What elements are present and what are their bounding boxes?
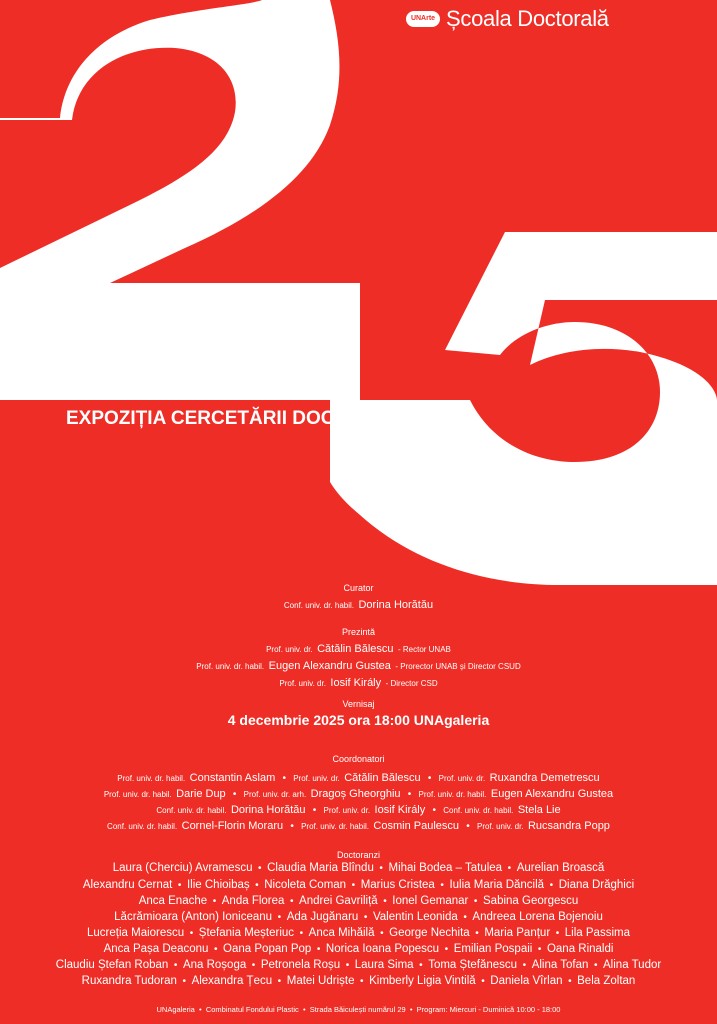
bullet-separator: • (517, 960, 532, 971)
student-name: Laura Sima (354, 959, 414, 971)
student-name: Anca Pașa Deaconu (103, 943, 209, 955)
curator-line (0, 595, 717, 613)
presenter-line (0, 673, 717, 691)
student-name: Andreea Lorena Bojenoiu (472, 911, 603, 923)
student-name: Kimberly Ligia Vintilă (369, 975, 476, 987)
bullet-separator: • (168, 960, 183, 971)
bullet-separator: • (425, 773, 435, 784)
student-name: Bela Zoltan (577, 975, 636, 987)
bullet-separator: • (246, 960, 261, 971)
student-name: Andrei Gavriliță (299, 895, 378, 907)
student-name: Oana Popan Pop (223, 943, 312, 955)
bullet-separator: • (176, 976, 192, 987)
curator-label: Curator (343, 583, 374, 593)
student-name: Daniela Vîrlan (490, 975, 563, 987)
bullet-separator: • (272, 912, 287, 923)
student-name: Matei Udriște (286, 975, 355, 987)
presenter-line (0, 656, 717, 674)
students-row (0, 959, 717, 971)
bullet-separator: • (279, 773, 289, 784)
student-name: Oana Rinaldi (546, 943, 614, 955)
student-name: Maria Panțur (484, 927, 551, 939)
bullet-separator: • (287, 821, 297, 832)
bullet-separator: • (413, 960, 429, 971)
coordinator-name: Stela Lie (517, 804, 561, 816)
bullet-separator: • (439, 944, 454, 955)
bullet-separator: • (550, 928, 565, 939)
bullet-separator: • (230, 789, 240, 800)
bullet-separator: • (346, 880, 361, 891)
presenter-title: Prof. univ. dr. habil. (196, 662, 265, 671)
student-name: Ionel Gemanar (392, 895, 469, 907)
bullet-separator: • (184, 928, 199, 939)
bullet-separator: • (588, 960, 604, 971)
bullet-separator: • (463, 821, 473, 832)
bullet-separator: • (405, 789, 415, 800)
coordinator-title: Conf. univ. dr. habil. (107, 822, 178, 831)
coordinator-title: Conf. univ. dr. habil. (443, 806, 514, 815)
coordinators-row (0, 816, 717, 834)
school-name: Școala Doctorală (446, 6, 609, 31)
student-name: Ana Roșoga (182, 959, 247, 971)
coordinator-name: Darie Dup (176, 788, 226, 800)
bullet-separator: • (300, 1005, 308, 1014)
curator-name: Dorina Horătău (358, 599, 434, 611)
bullet-separator: • (310, 805, 320, 816)
presenter-name: Eugen Alexandru Gustea (268, 660, 391, 672)
students-row (0, 895, 717, 907)
bullet-separator: • (562, 976, 578, 987)
curator-title: Conf. univ. dr. habil. (283, 601, 355, 610)
coordinator-name: Cosmin Paulescu (373, 820, 460, 832)
students-row (0, 911, 717, 923)
bullet-separator: • (544, 880, 559, 891)
student-name: Anca Enache (138, 895, 208, 907)
student-name: Aurelian Broască (516, 862, 605, 874)
students-row (0, 862, 717, 874)
coordinator-title: Prof. univ. dr. (293, 774, 340, 783)
bullet-separator: • (311, 944, 326, 955)
students-row (0, 879, 717, 891)
students-row (0, 975, 717, 987)
student-name: Diana Drăghici (558, 879, 635, 891)
student-name: Lucreția Maiorescu (87, 927, 185, 939)
bullet-separator: • (377, 896, 393, 907)
coordinator-name: Cătălin Bălescu (344, 772, 421, 784)
student-name: Anda Florea (221, 895, 285, 907)
student-name: Ilie Chioibaș (186, 879, 250, 891)
unarte-logo: UNArte (406, 11, 440, 27)
bullet-separator: • (252, 863, 268, 874)
coordinator-title: Prof. univ. dr. habil. (117, 774, 186, 783)
student-name: Ada Jugănaru (286, 911, 359, 923)
student-name: Anca Mihăilă (308, 927, 375, 939)
bullet-separator: • (207, 896, 222, 907)
students-row (0, 943, 717, 955)
presenter-title: Prof. univ. dr. (266, 645, 313, 654)
student-name: Ruxandra Tudoran (81, 975, 177, 987)
numeral-five (360, 232, 717, 585)
bullet-separator: • (469, 928, 485, 939)
bullet-separator: • (340, 960, 355, 971)
student-name: Valentin Leonida (372, 911, 458, 923)
bullet-separator: • (284, 896, 300, 907)
vernisaj-label: Vernisaj (342, 699, 375, 709)
bullet-separator: • (457, 912, 473, 923)
bullet-separator: • (407, 1005, 415, 1014)
presenter-role: - Director CSD (385, 679, 438, 688)
student-name: Iulia Maria Dăncilă (449, 879, 545, 891)
student-name: Sabina Georgescu (483, 895, 579, 907)
student-name: Marius Cristea (360, 879, 435, 891)
footer-schedule: Program: Miercuri - Duminică 10:00 - 18:00 (416, 1005, 561, 1014)
coordinator-name: Dorina Horătău (230, 804, 306, 816)
presenter-role: - Prorector UNAB și Director CSUD (395, 662, 521, 671)
coordinator-name: Dragoș Gheorghiu (310, 788, 401, 800)
bullet-separator: • (294, 928, 309, 939)
student-name: Alexandru Cernat (82, 879, 173, 891)
coordinator-name: Iosif Király (374, 804, 426, 816)
coordinator-title: Conf. univ. dr. habil. (156, 806, 227, 815)
bullet-separator: • (354, 976, 370, 987)
bullet-separator: • (475, 976, 491, 987)
student-name: Claudiu Ștefan Roban (55, 959, 169, 971)
exhibition-title: EXPOZIȚIA CERCETĂRII DOCTORALE (66, 408, 413, 429)
student-name: Alina Tofan (531, 959, 589, 971)
student-name: Claudia Maria Blîndu (267, 862, 374, 874)
bullet-separator: • (208, 944, 224, 955)
bullet-separator: • (532, 944, 547, 955)
student-name: Petronela Roșu (260, 959, 341, 971)
student-name: Laura (Cherciu) Avramescu (112, 862, 253, 874)
student-name: Ștefania Meșteriuc (198, 927, 295, 939)
presents-label: Prezintă (341, 627, 376, 637)
bullet-separator: • (374, 928, 390, 939)
student-name: Alexandra Țecu (191, 975, 273, 987)
coordinator-title: Prof. univ. dr. (323, 806, 371, 815)
bullet-separator: • (373, 863, 389, 874)
vernisaj-text: 4 decembrie 2025 ora 18:00 UNAgaleria (227, 712, 490, 728)
coordinator-title: Prof. univ. dr. habil. (418, 790, 487, 799)
bullet-separator: • (429, 805, 439, 816)
exhibition-dates: 4 - 15 DECEMBRIE 2025 (392, 88, 631, 111)
coordinator-name: Cornel-Florin Moraru (181, 820, 284, 832)
students-row (0, 927, 717, 939)
bullet-separator: • (434, 880, 450, 891)
bullet-separator: • (468, 896, 483, 907)
coordinator-title: Prof. univ. dr. (438, 774, 486, 783)
student-name: Emilian Pospaii (453, 943, 533, 955)
coordinator-title: Prof. univ. dr. arh. (243, 790, 307, 799)
footer-address: Strada Băiculești numărul 29 (309, 1005, 406, 1014)
coordinator-title: Prof. univ. dr. habil. (301, 822, 369, 831)
coordinator-name: Ruxandra Demetrescu (489, 772, 600, 784)
bullet-separator: • (249, 880, 265, 891)
coordinator-name: Constantin Aslam (189, 772, 276, 784)
presenter-name: Iosif Király (330, 677, 382, 689)
student-name: Nicoleta Coman (264, 879, 347, 891)
presenter-role: - Rector UNAB (397, 645, 451, 654)
coordinator-name: Rucsandra Popp (527, 820, 610, 832)
coordinator-title: Prof. univ. dr. (476, 822, 524, 831)
student-name: Toma Ștefănescu (428, 959, 518, 971)
student-name: Alina Tudor (603, 959, 662, 971)
bullet-separator: • (358, 912, 373, 923)
student-name: Mihai Bodea – Tatulea (388, 862, 503, 874)
footer (0, 1005, 717, 1014)
coordinator-name: Eugen Alexandru Gustea (490, 788, 614, 800)
bullet-separator: • (196, 1005, 204, 1014)
student-name: George Nechita (389, 927, 470, 939)
presenter-line (0, 639, 717, 657)
footer-venue: UNAgaleria (156, 1005, 195, 1014)
footer-place: Combinatul Fondului Plastic (205, 1005, 299, 1014)
presenter-name: Cătălin Bălescu (317, 643, 394, 655)
student-name: Lăcrămioara (Anton) Ioniceanu (114, 911, 273, 923)
student-name: Lila Passima (564, 927, 630, 939)
presenter-title: Prof. univ. dr. (279, 679, 326, 688)
student-name: Norica Ioana Popescu (325, 943, 440, 955)
coordinator-title: Prof. univ. dr. habil. (103, 790, 172, 799)
coordinators-label: Coordonatori (332, 754, 385, 764)
bullet-separator: • (502, 863, 517, 874)
students-label: Doctoranzi (336, 850, 381, 860)
bullet-separator: • (272, 976, 287, 987)
bullet-separator: • (172, 880, 187, 891)
